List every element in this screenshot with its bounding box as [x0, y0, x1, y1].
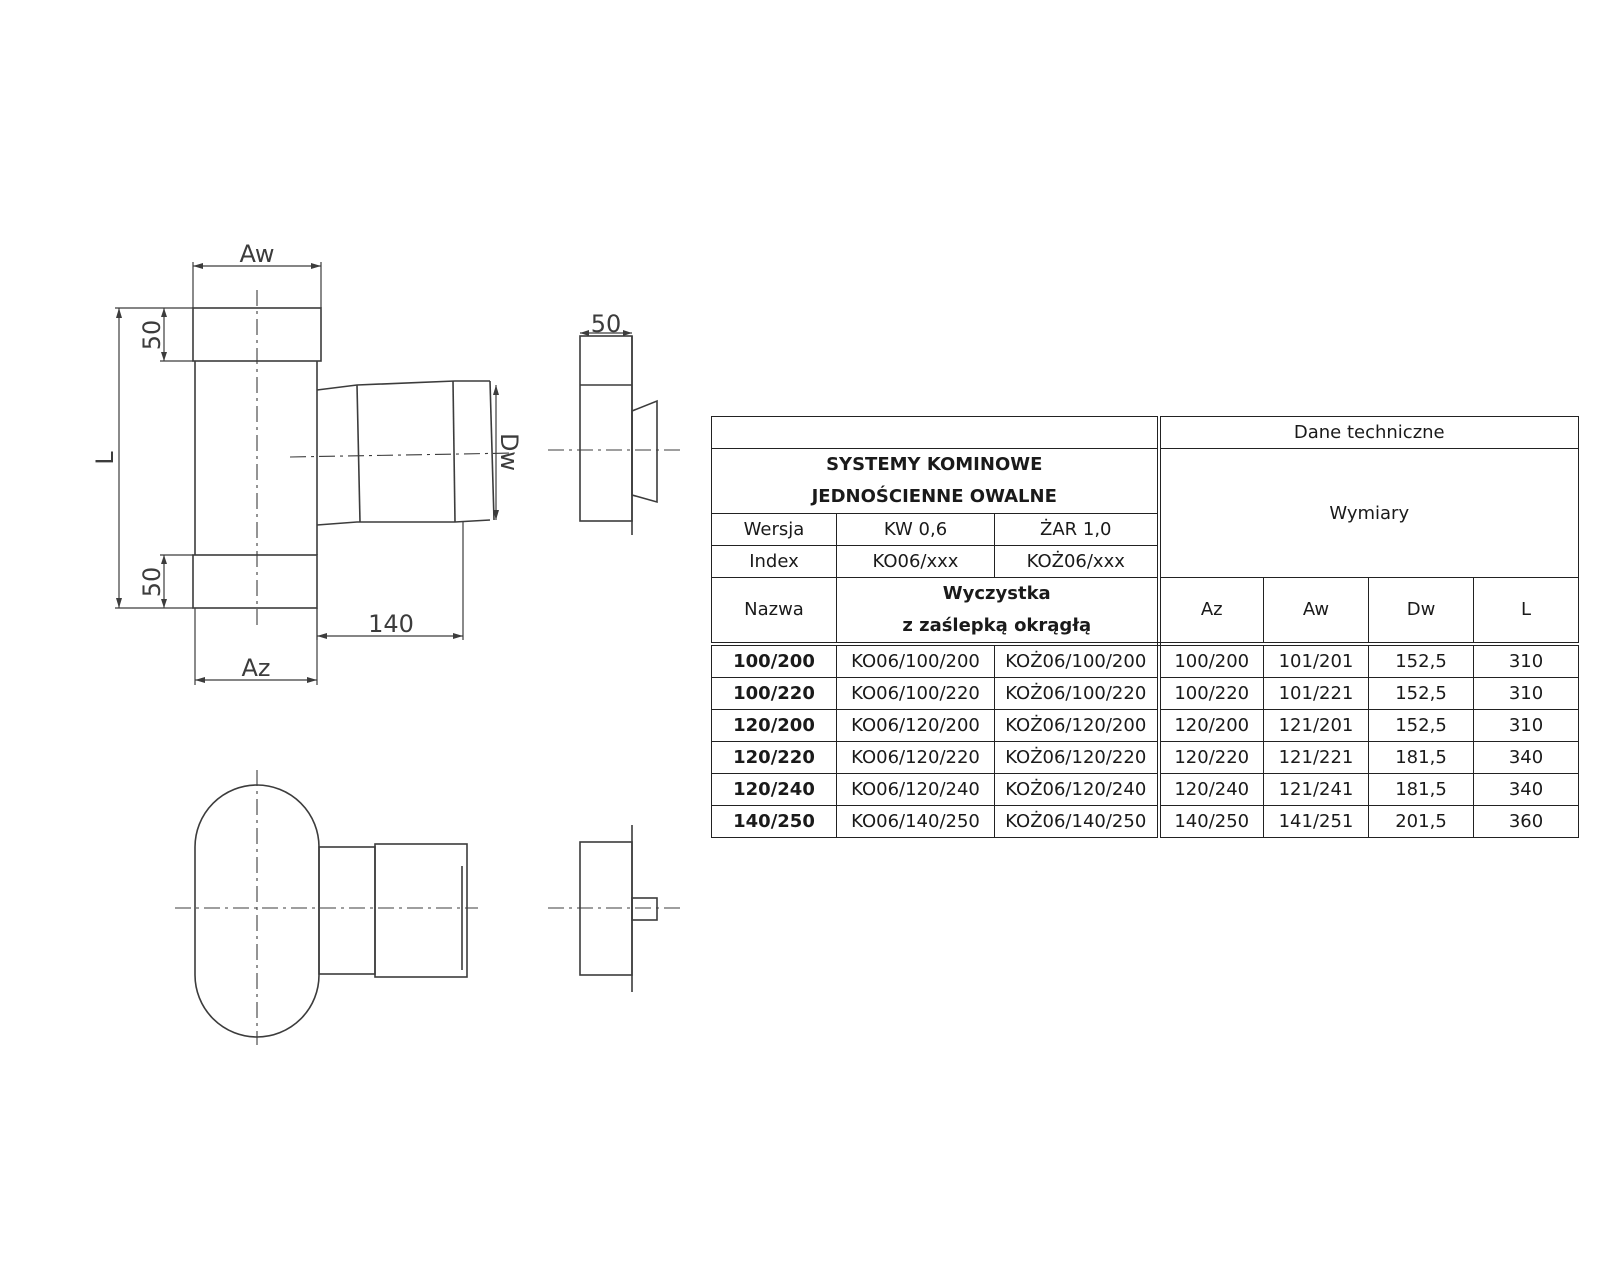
row-aw: 121/221: [1264, 742, 1369, 774]
data-rows: [712, 644, 1579, 838]
row-az: 120/200: [1159, 710, 1264, 742]
row-aw: 101/201: [1264, 644, 1369, 678]
row-name: 120/200: [712, 710, 837, 742]
table-row: [712, 774, 1579, 806]
bottom-side-view: [548, 825, 685, 992]
product-name: [837, 578, 1159, 645]
label-cap-50: 50: [590, 310, 622, 338]
row-index-kw: KO06/120/220: [837, 742, 995, 774]
row-dw: 181,5: [1369, 742, 1474, 774]
row-az: 120/240: [1159, 774, 1264, 806]
product-line-2: z zaślepką okrągłą: [902, 615, 1092, 636]
col-aw: Aw: [1264, 578, 1369, 645]
label-az: Az: [241, 654, 271, 682]
row-aw: 121/201: [1264, 710, 1369, 742]
row-l: 310: [1474, 710, 1579, 742]
tech-header: Dane techniczne: [1159, 417, 1579, 449]
row-az: 120/220: [1159, 742, 1264, 774]
technical-drawing: [0, 0, 700, 1280]
row-dw: 152,5: [1369, 710, 1474, 742]
side-view: [548, 310, 685, 535]
row-dw: 152,5: [1369, 644, 1474, 678]
row-l: 310: [1474, 644, 1579, 678]
col-dw: Dw: [1369, 578, 1474, 645]
row-dw: 152,5: [1369, 678, 1474, 710]
row-l: 340: [1474, 742, 1579, 774]
row-az: 100/220: [1159, 678, 1264, 710]
version-kw: KW 0,6: [837, 514, 995, 546]
col-l: L: [1474, 578, 1579, 645]
row-aw: 121/241: [1264, 774, 1369, 806]
front-view: [91, 240, 523, 685]
table-row: [712, 742, 1579, 774]
row-dw: 201,5: [1369, 806, 1474, 838]
row-l: 310: [1474, 678, 1579, 710]
row-name: 140/250: [712, 806, 837, 838]
table-row: [712, 710, 1579, 742]
row-index-kw: KO06/120/240: [837, 774, 995, 806]
title-line-1: SYSTEMY KOMINOWE: [826, 454, 1043, 475]
label-aw: Aw: [239, 240, 275, 268]
spec-table: [711, 416, 1579, 838]
title-line-2: JEDNOŚCIENNE OWALNE: [811, 486, 1057, 507]
label-140: 140: [368, 610, 414, 638]
blank-header-cell: [712, 417, 1159, 449]
table-title: [712, 449, 1159, 514]
row-index-kw: KO06/120/200: [837, 710, 995, 742]
row-aw: 101/221: [1264, 678, 1369, 710]
dims-header: Wymiary: [1159, 449, 1579, 578]
row-l: 340: [1474, 774, 1579, 806]
table-row: [712, 678, 1579, 710]
version-label: Wersja: [712, 514, 837, 546]
top-view: [175, 770, 478, 1045]
row-index-zar: KOŻ06/100/220: [995, 678, 1159, 710]
row-index-zar: KOŻ06/120/200: [995, 710, 1159, 742]
label-l: L: [91, 451, 119, 465]
row-index-zar: KOŻ06/120/240: [995, 774, 1159, 806]
row-index-kw: KO06/100/220: [837, 678, 995, 710]
index-label: Index: [712, 546, 837, 578]
row-index-zar: KOŻ06/120/220: [995, 742, 1159, 774]
row-name: 100/200: [712, 644, 837, 678]
table-row: [712, 806, 1579, 838]
row-az: 140/250: [1159, 806, 1264, 838]
row-l: 360: [1474, 806, 1579, 838]
name-label: Nazwa: [712, 578, 837, 645]
row-name: 120/220: [712, 742, 837, 774]
row-name: 100/220: [712, 678, 837, 710]
row-index-kw: KO06/100/200: [837, 644, 995, 678]
row-index-zar: KOŻ06/100/200: [995, 644, 1159, 678]
index-zar: KOŻ06/xxx: [995, 546, 1159, 578]
product-line-1: Wyczystka: [942, 583, 1051, 604]
row-aw: 141/251: [1264, 806, 1369, 838]
row-name: 120/240: [712, 774, 837, 806]
label-bottom-50: 50: [138, 566, 166, 598]
label-dw: Dw: [495, 432, 523, 472]
table-row: [712, 644, 1579, 678]
row-dw: 181,5: [1369, 774, 1474, 806]
col-az: Az: [1159, 578, 1264, 645]
row-index-zar: KOŻ06/140/250: [995, 806, 1159, 838]
row-az: 100/200: [1159, 644, 1264, 678]
version-zar: ŻAR 1,0: [995, 514, 1159, 546]
row-index-kw: KO06/140/250: [837, 806, 995, 838]
label-top-50: 50: [138, 319, 166, 351]
index-kw: KO06/xxx: [837, 546, 995, 578]
